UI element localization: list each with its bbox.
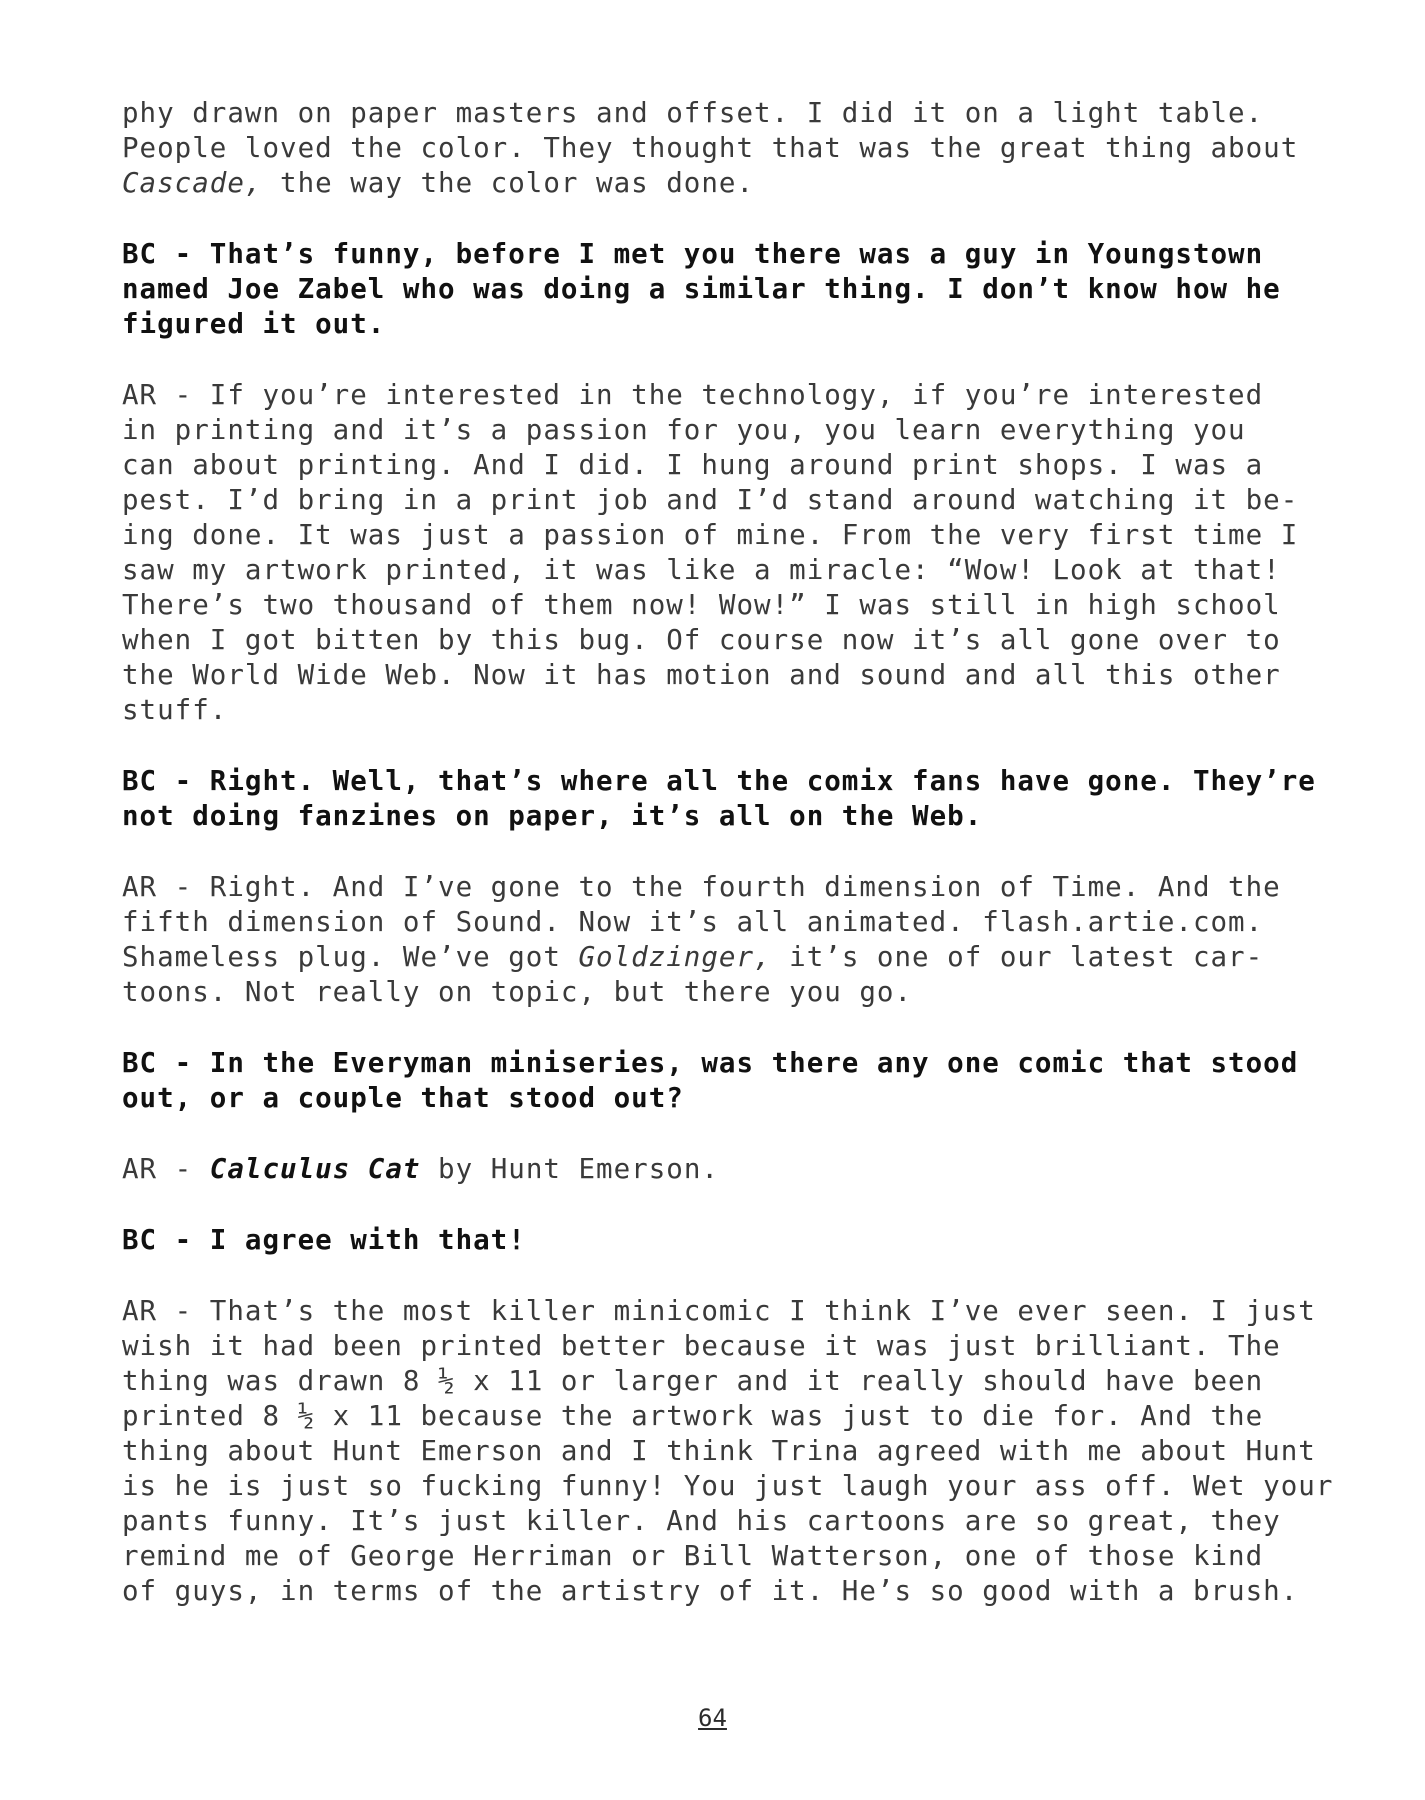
text-line — [122, 905, 1292, 940]
text-line — [122, 1294, 1316, 1329]
text-run: by Hunt Emerson. — [420, 1153, 719, 1185]
text-line — [122, 799, 1292, 834]
text-line — [122, 623, 1292, 658]
text-line — [122, 378, 1292, 413]
text-line — [122, 975, 1292, 1010]
text-line — [122, 1469, 1334, 1504]
text-line — [122, 1046, 1299, 1081]
text-run: thing was drawn 8 ½ x 11 or larger and it really should have been — [122, 1365, 1264, 1397]
text-line — [122, 870, 1292, 905]
text-line — [122, 588, 1292, 623]
text-run: the World Wide Web. Now it has motion and sound and all this other — [122, 659, 1281, 691]
text-run: saw my artwork printed, it was like a miracle: “Wow! Look at that! — [122, 554, 1281, 586]
text-line — [122, 307, 1292, 342]
text-line — [122, 1329, 1292, 1364]
text-line — [122, 1223, 1292, 1258]
text-run: out, or a couple that stood out? — [122, 1082, 684, 1114]
text-run: BC - I agree with that! — [122, 1224, 526, 1256]
text-run: stuff. — [122, 694, 228, 726]
text-run: People loved the color. They thought that was the great thing about — [122, 132, 1299, 164]
text-run: is he is just so fucking funny! You just laugh your ass off. Wet your — [122, 1470, 1334, 1502]
interviewer-question — [122, 237, 1292, 342]
text-line — [122, 1399, 1292, 1434]
text-line — [122, 1574, 1299, 1609]
text-run: the way the color was done. — [262, 167, 755, 199]
text-run: it’s one of our latest car- — [771, 941, 1264, 973]
text-run: phy drawn on paper masters and offset. I did it on a light table. — [122, 97, 1264, 129]
text-line — [122, 940, 1292, 975]
text-line — [122, 413, 1292, 448]
text-line — [122, 1539, 1292, 1574]
interviewee-answer — [122, 1152, 1292, 1187]
text-run: pants funny. It’s just killer. And his cartoons are so great, they — [122, 1505, 1281, 1537]
text-line — [122, 764, 1316, 799]
interviewee-answer — [122, 96, 1299, 201]
text-run: AR - — [122, 1153, 210, 1185]
interviewee-answer — [122, 378, 1299, 728]
text-run: ing done. It was just a passion of mine. From the very first time I — [122, 519, 1299, 551]
text-line — [122, 1081, 1292, 1116]
text-run: when I got bitten by this bug. Of course now it’s all gone over to — [122, 624, 1281, 656]
text-run: AR - That’s the most killer minicomic I think I’ve ever seen. I just — [122, 1295, 1316, 1327]
text-run: printed 8 ½ x 11 because the artwork was just to die for. And the — [122, 1400, 1264, 1432]
interview-text — [122, 96, 1334, 1609]
text-run: BC - That’s funny, before I met you there was a guy in Youngstown — [122, 238, 1264, 270]
text-line — [122, 96, 1292, 131]
text-line — [122, 1152, 1292, 1187]
text-line — [122, 237, 1292, 272]
text-run: in printing and it’s a passion for you, you learn everything you — [122, 414, 1246, 446]
text-run: of guys, in terms of the artistry of it. He’s so good with a brush. — [122, 1575, 1299, 1607]
text-run: BC - In the Everyman miniseries, was there any one comic that stood — [122, 1047, 1299, 1079]
interviewee-answer — [122, 1294, 1334, 1609]
text-run: AR - Right. And I’ve gone to the fourth dimension of Time. And the — [122, 871, 1281, 903]
text-run: named Joe Zabel who was doing a similar thing. I don’t know how he — [122, 273, 1281, 305]
text-line — [122, 448, 1292, 483]
text-run: figured it out. — [122, 308, 386, 340]
text-line — [122, 1434, 1316, 1469]
text-run: Shameless plug. We’ve got — [122, 941, 579, 973]
page-number: 64 — [698, 1704, 727, 1732]
text-line — [122, 483, 1299, 518]
text-line — [122, 272, 1292, 307]
text-line — [122, 553, 1292, 588]
text-line — [122, 166, 1292, 201]
interviewee-answer — [122, 870, 1292, 1010]
interviewer-question — [122, 1223, 1292, 1258]
text-line — [122, 658, 1292, 693]
text-run: not doing fanzines on paper, it’s all on the Web. — [122, 800, 983, 832]
text-run: There’s two thousand of them now! Wow!” I was still in high school — [122, 589, 1281, 621]
text-run: wish it had been printed better because it was just brilliant. The — [122, 1330, 1281, 1362]
title-italic: Calculus Cat — [209, 1153, 421, 1185]
interviewer-question — [122, 764, 1316, 834]
text-run: toons. Not really on topic, but there you go. — [122, 976, 913, 1008]
text-line — [122, 1364, 1292, 1399]
text-line — [122, 1504, 1292, 1539]
text-run: fifth dimension of Sound. Now it’s all animated. flash.artie.com. — [122, 906, 1264, 938]
text-run: AR - If you’re interested in the technology, if you’re interested — [122, 379, 1264, 411]
text-run: BC - Right. Well, that’s where all the comix fans have gone. They’re — [122, 765, 1316, 797]
text-run: thing about Hunt Emerson and I think Trina agreed with me about Hunt — [122, 1435, 1316, 1467]
text-line — [122, 131, 1299, 166]
text-run: can about printing. And I did. I hung around print shops. I was a — [122, 449, 1264, 481]
text-run: remind me of George Herriman or Bill Watterson, one of those kind — [122, 1540, 1264, 1572]
interviewer-question — [122, 1046, 1299, 1116]
title-italic: Goldzinger, — [578, 941, 772, 973]
title-italic: Cascade, — [122, 167, 263, 199]
text-line — [122, 693, 1292, 728]
text-line — [122, 518, 1299, 553]
text-run: pest. I’d bring in a print job and I’d stand around watching it be- — [122, 484, 1299, 516]
